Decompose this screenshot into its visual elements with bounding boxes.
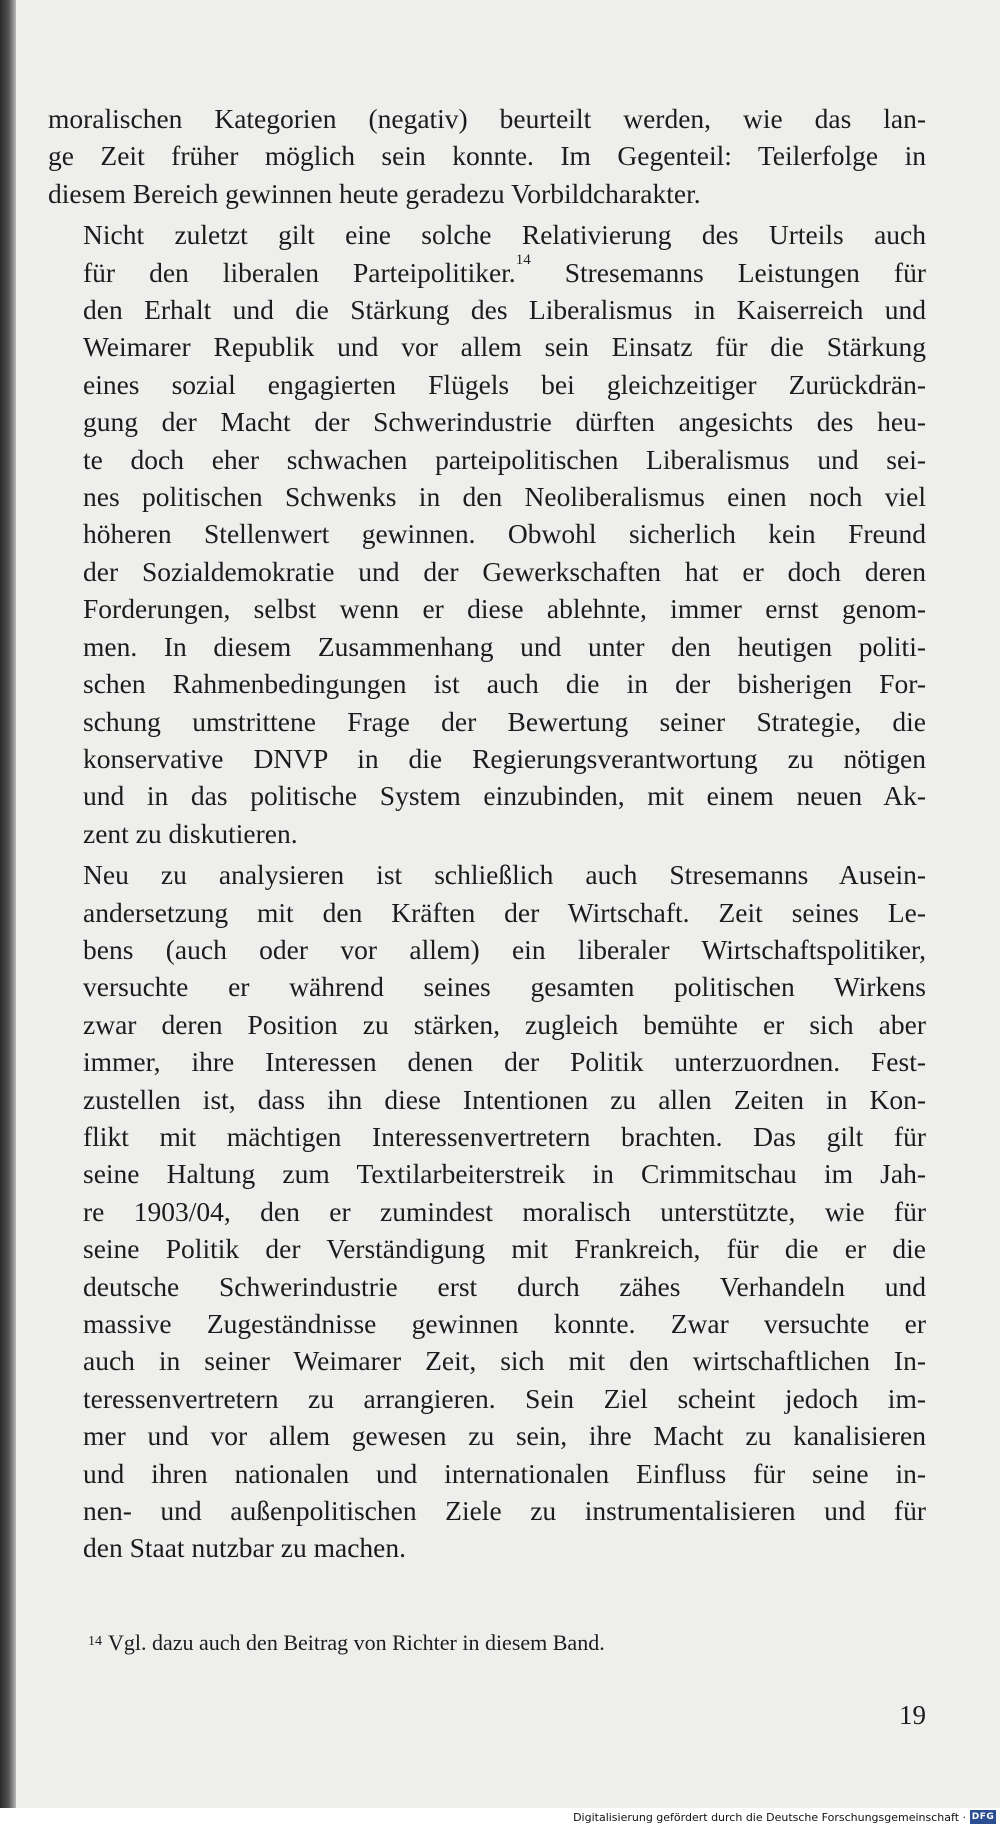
footnote-text: Vgl. dazu auch den Beitrag von Richter in diesem Band. <box>108 1630 605 1655</box>
text-line: der Sozialdemokratie und der Gewerkschaften hat er doch deren <box>83 555 926 587</box>
text-line: konservative DNVP in die Regierungsverantwortung zu nötigen <box>83 742 926 774</box>
text-line: nes politischen Schwenks in den Neoliberalismus einen noch viel <box>83 481 926 513</box>
text-line: seine Politik der Verständigung mit Frankreich, für die er die <box>83 1233 926 1265</box>
paragraph <box>48 856 926 1567</box>
footnote-reference: 14 <box>515 251 531 268</box>
text-line-part: Stresemanns Leistungen für <box>530 256 926 288</box>
footnote <box>88 1628 605 1658</box>
text-line: moralischen Kategorien (negativ) beurteilt werden, wie das lan- <box>48 103 926 134</box>
text-line: seine Haltung zum Textilarbeiterstreik in Crimmitschau im Jah- <box>83 1158 926 1190</box>
text-line: men. In diesem Zusammenhang und unter den heutigen politi- <box>83 630 926 662</box>
text-line: gung der Macht der Schwerindustrie dürften angesichts des heu- <box>83 406 926 438</box>
body-text <box>48 100 926 1567</box>
text-line: schung umstrittene Frage der Bewertung seiner Strategie, die <box>83 705 926 737</box>
page-number: 19 <box>899 1700 926 1730</box>
text-line <box>48 251 926 291</box>
text-line: eines sozial engagierten Flügels bei gleichzeitiger Zurückdrän- <box>83 368 926 400</box>
footnote-marker: 14 <box>88 1634 102 1649</box>
text-line: höheren Stellenwert gewinnen. Obwohl sicherlich kein Freund <box>83 518 926 550</box>
text-line: Neu zu analysieren ist schließlich auch Stresemanns Ausein- <box>83 859 926 891</box>
text-line: schen Rahmenbedingungen ist auch die in der bisherigen For- <box>83 668 926 700</box>
text-line: nen- und außenpolitischen Ziele zu instrumentalisieren und für <box>83 1495 926 1527</box>
text-line: te doch eher schwachen parteipolitischen Liberalismus und sei- <box>83 443 926 475</box>
text-line-part: für den liberalen Parteipolitiker. <box>83 256 516 288</box>
text-line: und ihren nationalen und internationalen Einfluss für seine in- <box>83 1457 926 1489</box>
text-line: re 1903/04, den er zumindest moralisch unterstützte, wie für <box>83 1195 926 1227</box>
text-line: zwar deren Position zu stärken, zugleich bemühte er sich aber <box>83 1008 926 1040</box>
paragraph <box>48 100 926 212</box>
text-line: bens (auch oder vor allem) ein liberaler Wirtschaftspolitiker, <box>83 933 926 965</box>
text-line: Nicht zuletzt gilt eine solche Relativierung des Urteils auch <box>83 219 926 251</box>
text-line: ge Zeit früher möglich sein konnte. Im Gegenteil: Teilerfolge in <box>48 140 926 172</box>
text-line: deutsche Schwerindustrie erst durch zähes Verhandeln und <box>83 1270 926 1302</box>
text-line: den Erhalt und die Stärkung des Liberalismus in Kaiserreich und <box>83 294 926 326</box>
text-line: mer und vor allem gewesen zu sein, ihre Macht zu kanalisieren <box>83 1420 926 1452</box>
text-line: teressenvertretern zu arrangieren. Sein Ziel scheint jedoch im- <box>83 1382 926 1414</box>
text-line: massive Zugeständnisse gewinnen konnte. Zwar versuchte er <box>83 1308 926 1339</box>
digitization-credit: Digitalisierung gefördert durch die Deutsche Forschungsgemeinschaft · <box>573 1811 966 1824</box>
text-line: den Staat nutzbar zu machen. <box>83 1532 406 1564</box>
text-line: zustellen ist, dass ihn diese Intentionen zu allen Zeiten in Kon- <box>83 1083 926 1115</box>
text-line: Forderungen, selbst wenn er diese ablehnte, immer ernst genom- <box>83 593 926 625</box>
paragraph <box>48 216 926 852</box>
text-line: immer, ihre Interessen denen der Politik unterzuordnen. Fest- <box>83 1046 926 1078</box>
text-line: diesem Bereich gewinnen heute geradezu Vorbildcharakter. <box>48 177 701 209</box>
text-line: auch in seiner Weimarer Zeit, sich mit den wirtschaftlichen In- <box>83 1345 926 1377</box>
text-line: andersetzung mit den Kräften der Wirtschaft. Zeit seines Le- <box>83 896 926 928</box>
text-line: zent zu diskutieren. <box>83 817 298 849</box>
text-line: flikt mit mächtigen Interessenvertretern brachten. Das gilt für <box>83 1120 926 1152</box>
text-line: versuchte er während seines gesamten politischen Wirkens <box>83 971 926 1003</box>
text-line: und in das politische System einzubinden, mit einem neuen Ak- <box>83 780 926 812</box>
text-line: Weimarer Republik und vor allem sein Einsatz für die Stärkung <box>83 331 926 363</box>
book-binding-edge <box>0 0 16 1828</box>
dfg-logo-icon: DFG <box>971 1812 995 1822</box>
